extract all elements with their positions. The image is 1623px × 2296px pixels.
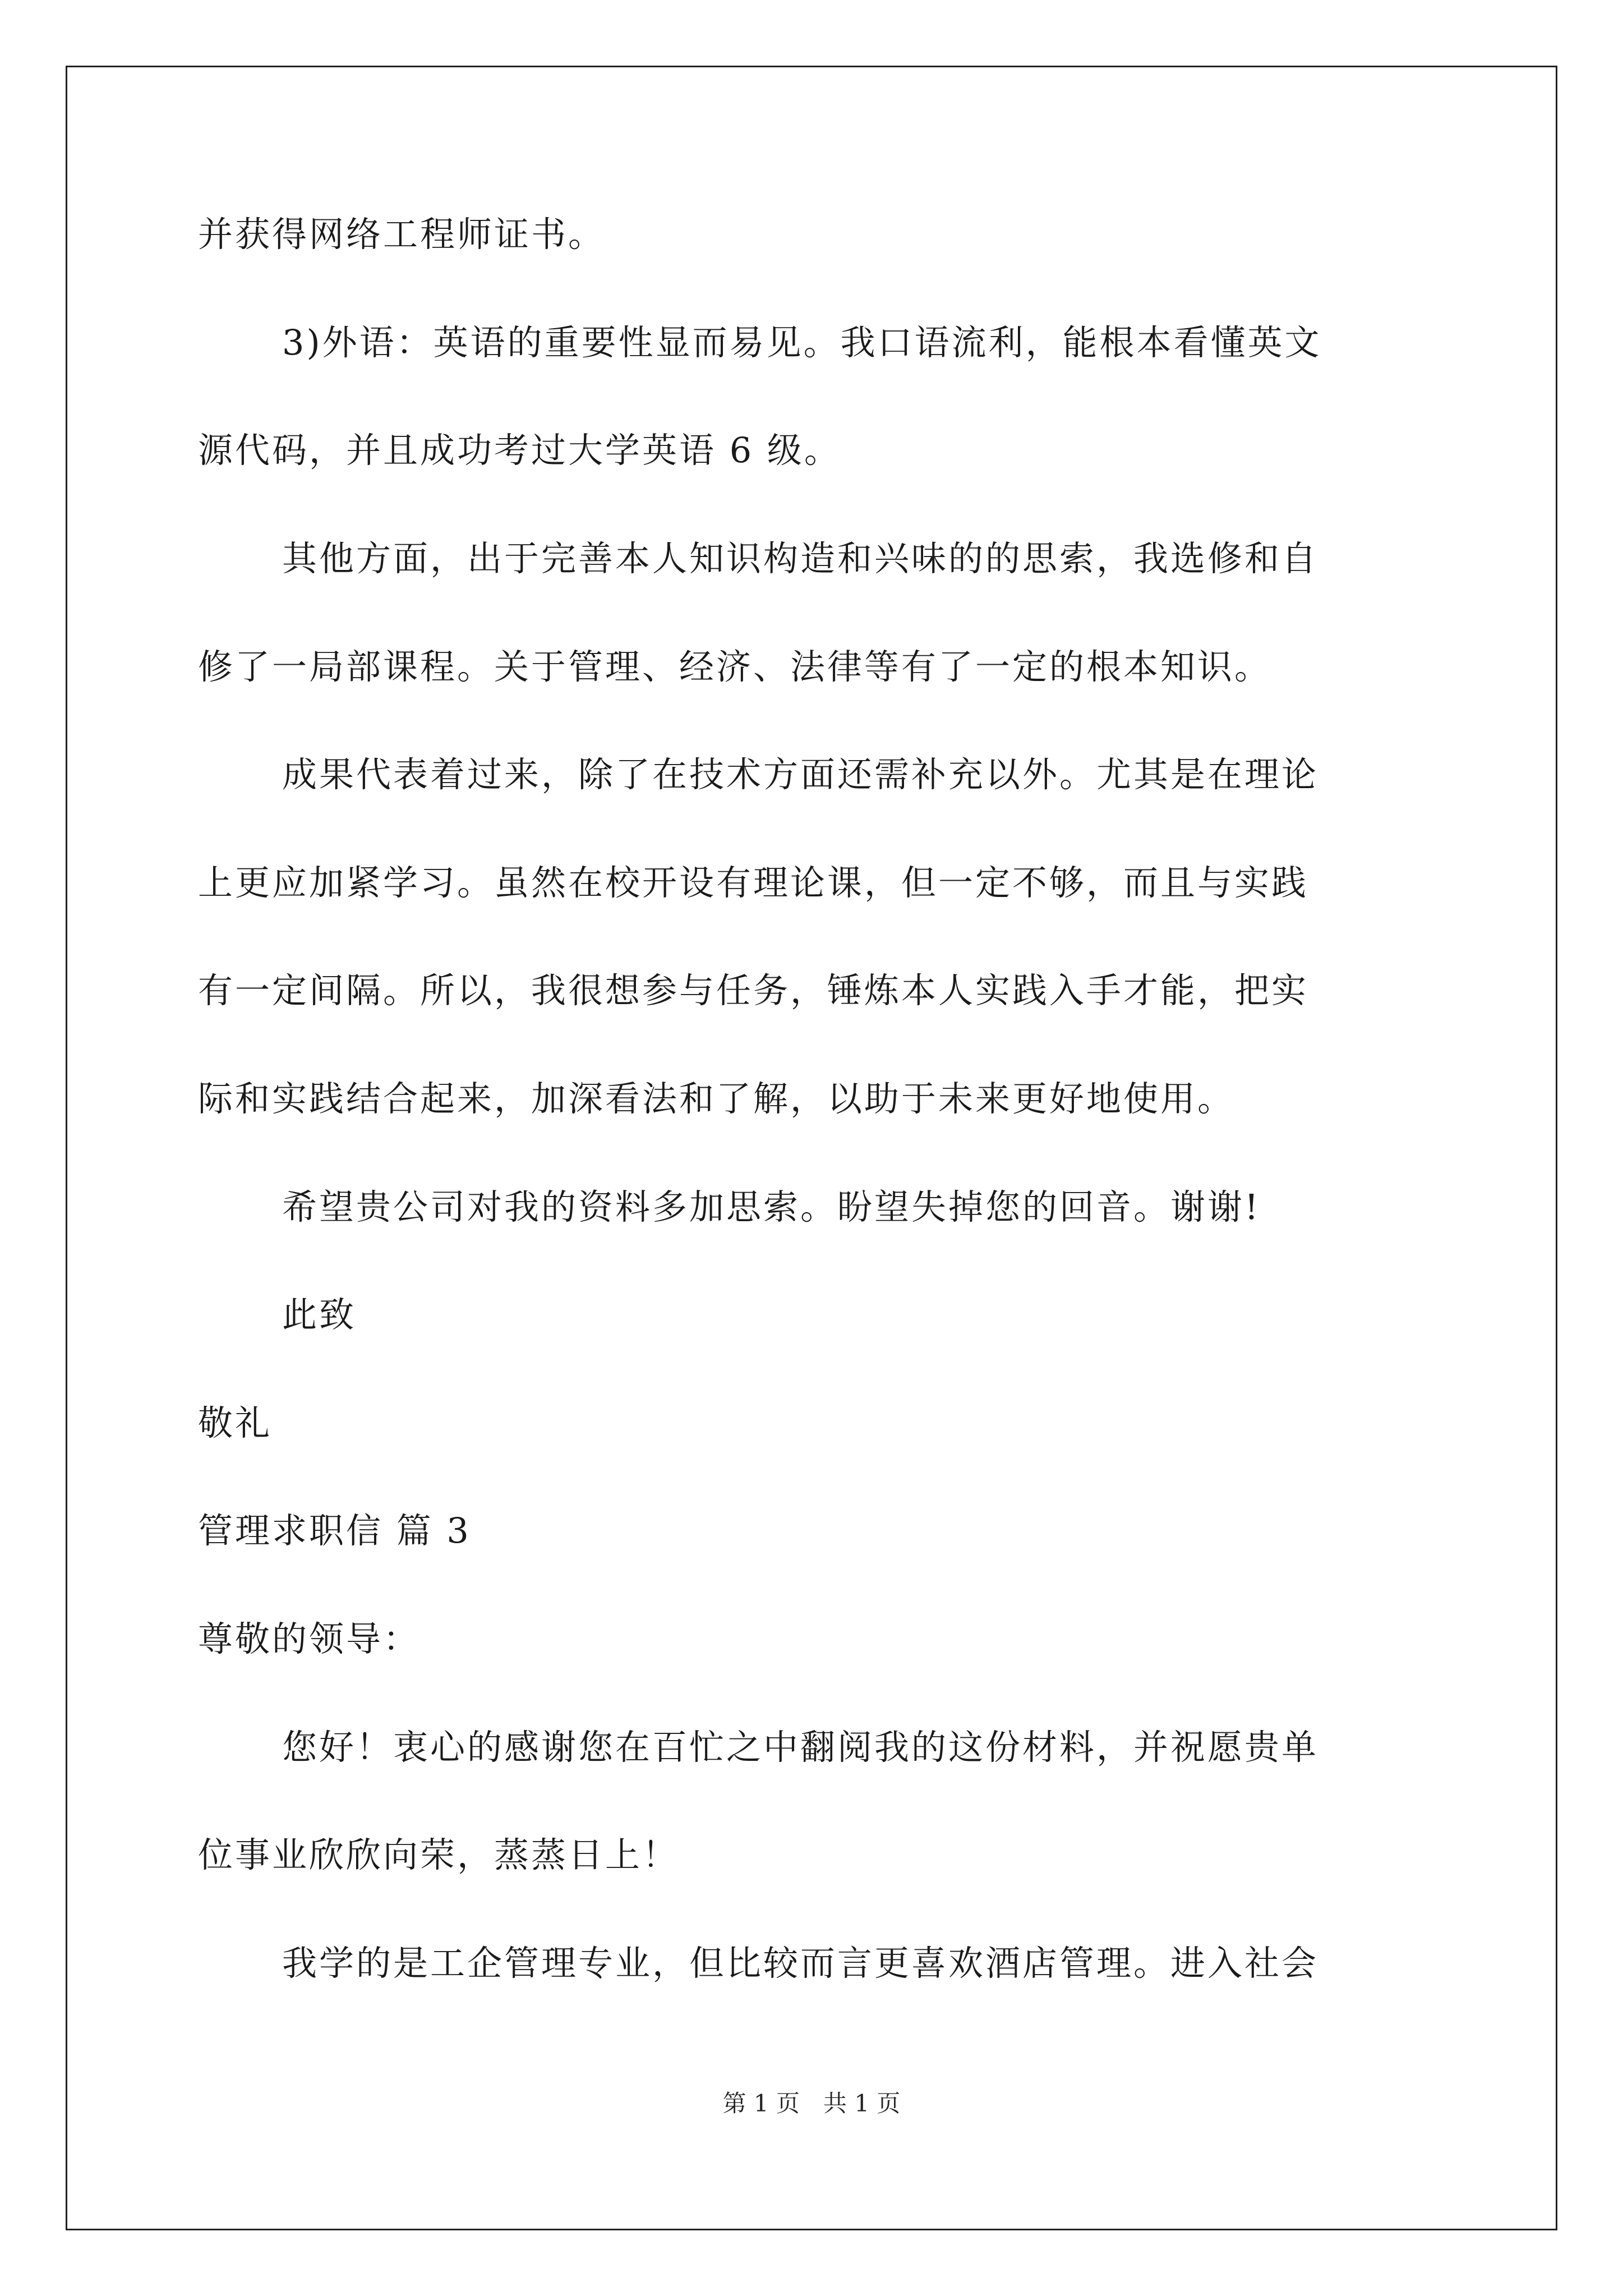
text-line-9: 际和实践结合起来，加深看法和了解，以助于未来更好地使用。 <box>198 1078 1235 1119</box>
page-footer: 第 1 页 共 1 页 <box>722 2090 901 2117</box>
text-line-4: 其他方面，出于完善本人知识构造和兴味的的思索，我选修和自 <box>282 538 1319 579</box>
salutation: 尊敬的领导： <box>198 1618 421 1659</box>
text-line-8: 有一定间隔。所以，我很想参与任务，锤炼本人实践入手才能，把实 <box>198 970 1309 1011</box>
text-line-6: 成果代表着过来，除了在技术方面还需补充以外。尤其是在理论 <box>282 754 1319 795</box>
section-heading: 管理求职信 篇 3 <box>198 1510 471 1551</box>
text-line-1: 并获得网络工程师证书。 <box>198 214 606 255</box>
text-line-16: 位事业欣欣向荣，蒸蒸日上！ <box>198 1834 680 1875</box>
text-line-7: 上更应加紧学习。虽然在校开设有理论课，但一定不够，而且与实践 <box>198 862 1309 903</box>
text-line-12: 敬礼 <box>198 1402 273 1443</box>
text-line-3: 源代码，并且成功考过大学英语 6 级。 <box>198 430 841 471</box>
text-line-15: 您好！衷心的感谢您在百忙之中翻阅我的这份材料，并祝愿贵单 <box>282 1727 1319 1768</box>
text-line-2: 3)外语：英语的重要性显而易见。我口语流利，能根本看懂英文 <box>282 322 1322 363</box>
text-line-5: 修了一局部课程。关于管理、经济、法律等有了一定的根本知识。 <box>198 646 1272 687</box>
text-line-10: 希望贵公司对我的资料多加思索。盼望失掉您的回音。谢谢! <box>282 1186 1261 1227</box>
text-line-17: 我学的是工企管理专业，但比较而言更喜欢酒店管理。进入社会 <box>282 1943 1319 1984</box>
page-border <box>66 66 1557 2230</box>
text-line-11: 此致 <box>282 1294 357 1335</box>
